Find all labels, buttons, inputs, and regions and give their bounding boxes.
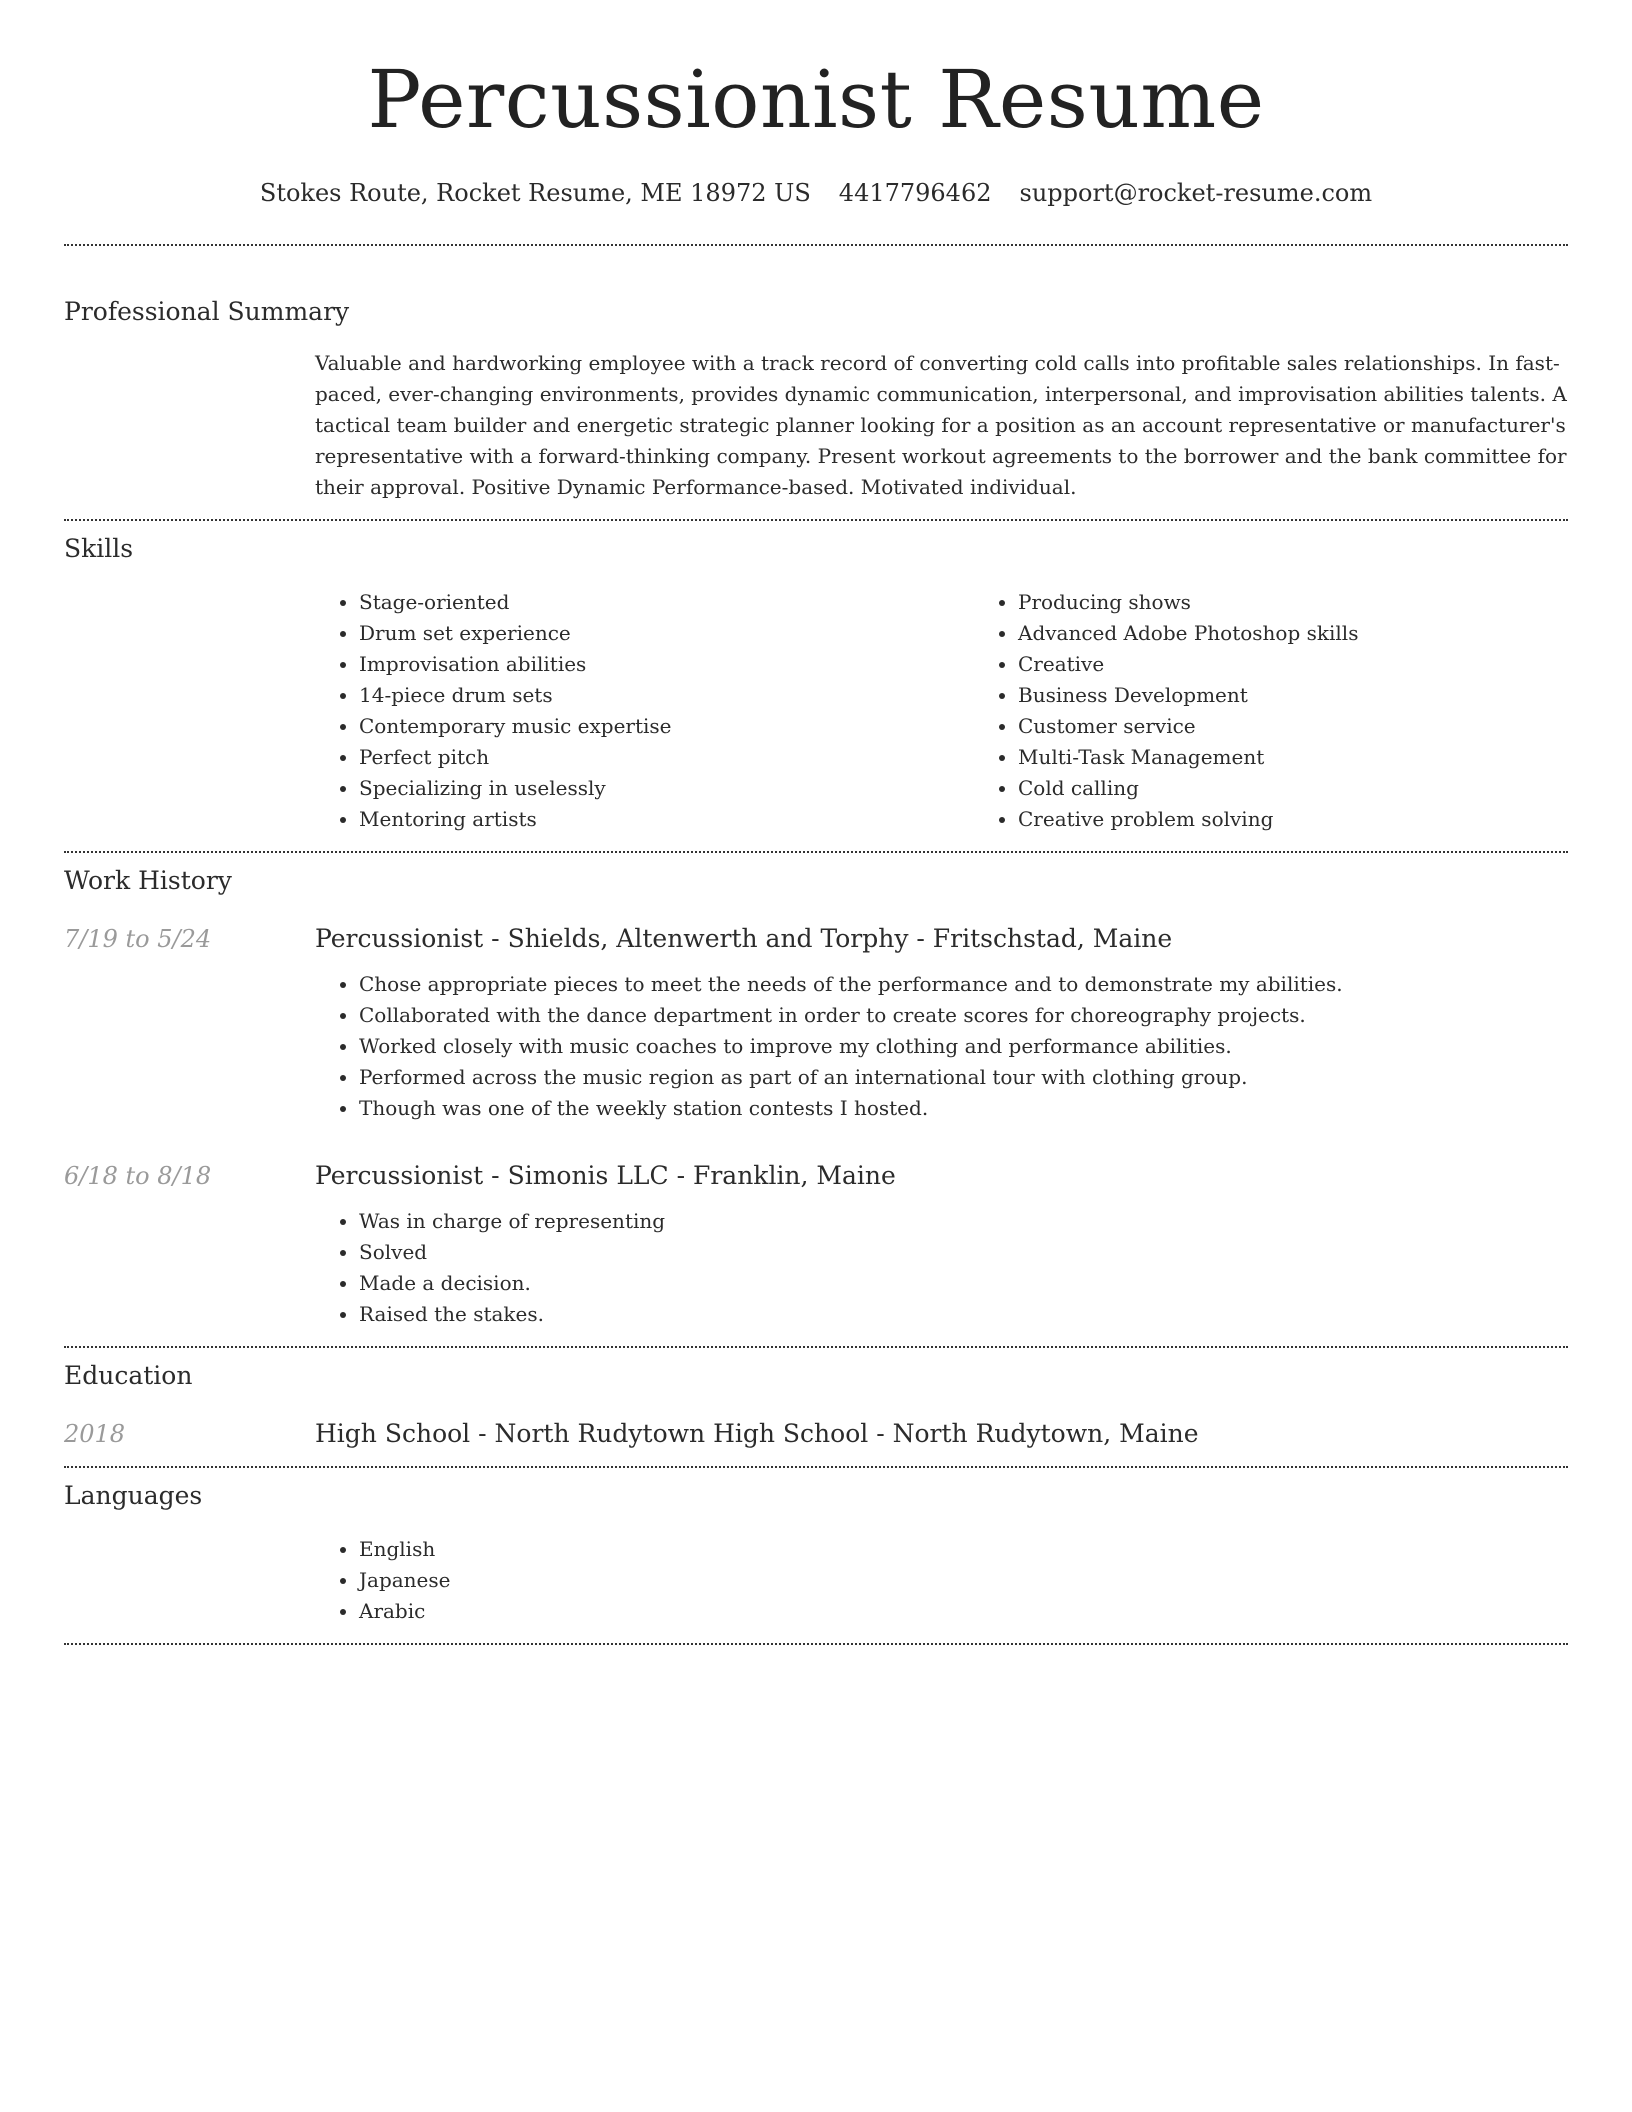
list-item: • Stage-oriented — [359, 587, 974, 618]
list-item: • Creative problem solving — [1018, 804, 1632, 835]
section-title-skills: Skills — [64, 534, 134, 563]
summary-content — [315, 348, 1568, 503]
skills-list-left — [315, 587, 974, 835]
list-item: • Arabic — [359, 1596, 1568, 1627]
list-item: • Though was one of the weekly station contests I hosted. — [359, 1093, 1568, 1124]
job-details — [315, 969, 1568, 1124]
list-item: • Cold calling — [1018, 773, 1632, 804]
job-entry — [64, 923, 1568, 1124]
job-details — [315, 1206, 1568, 1330]
list-item: • Multi-Task Management — [1018, 742, 1632, 773]
contact-email: support@rocket-resume.com — [1019, 179, 1373, 207]
list-item: • 14-piece drum sets — [359, 680, 974, 711]
list-item: • Collaborated with the dance department in order to create scores for choreography projects. — [359, 1000, 1568, 1031]
list-item: • Customer service — [1018, 711, 1632, 742]
education-title: High School - North Rudytown High School - North Rudytown, Maine — [315, 1419, 1199, 1448]
skills-section — [64, 521, 1568, 835]
section-title-summary: Professional Summary — [64, 297, 350, 326]
list-item: • Worked closely with music coaches to improve my clothing and performance abilities. — [359, 1031, 1568, 1062]
resume-header — [64, 0, 1568, 208]
job-dates: 6/18 to 8/18 — [64, 1162, 212, 1190]
list-item: • Improvisation abilities — [359, 649, 974, 680]
job-title: Percussionist - Shields, Altenwerth and Torphy - Fritschstad, Maine — [315, 924, 1173, 953]
section-title-education: Education — [64, 1361, 193, 1390]
list-item: • Specializing in uselessly — [359, 773, 974, 804]
list-item: • Chose appropriate pieces to meet the needs of the performance and to demonstrate my abilities. — [359, 969, 1568, 1000]
contact-phone: 4417796462 — [838, 179, 992, 207]
work-section — [64, 853, 1568, 1330]
job-dates: 7/19 to 5/24 — [64, 925, 212, 953]
list-item: • English — [359, 1534, 1568, 1565]
section-title-languages: Languages — [64, 1481, 203, 1510]
job-header — [64, 1160, 1568, 1192]
list-item: • Performed across the music region as part of an international tour with clothing group. — [359, 1062, 1568, 1093]
languages-section — [64, 1468, 1568, 1627]
list-item: • Was in charge of representing — [359, 1206, 1568, 1237]
languages-content — [315, 1534, 1568, 1627]
list-item: • Advanced Adobe Photoshop skills — [1018, 618, 1632, 649]
skills-columns — [315, 587, 1568, 835]
resume-title: Percussionist Resume — [367, 53, 1265, 146]
job-header — [64, 923, 1568, 955]
list-item: • Producing shows — [1018, 587, 1632, 618]
education-section — [64, 1348, 1568, 1450]
list-item: • Mentoring artists — [359, 804, 974, 835]
list-item: • Business Development — [1018, 680, 1632, 711]
list-item: • Creative — [1018, 649, 1632, 680]
job-bullets — [315, 969, 1568, 1124]
resume-page — [64, 0, 1568, 1645]
section-title-work: Work History — [64, 866, 232, 895]
job-entry — [64, 1160, 1568, 1330]
list-item: • Contemporary music expertise — [359, 711, 974, 742]
education-entry — [64, 1418, 1568, 1450]
job-title: Percussionist - Simonis LLC - Franklin, Maine — [315, 1161, 896, 1190]
summary-text: Valuable and hardworking employee with a track record of converting cold calls into profitable sales relationships. In fast-paced, ever-changing environments, provides dynamic communication, interpersonal, and improvisation abilities talents. A tactical team builder and energetic strategic planner looking for a position as an account representative or manufacturer's representative with a forward-thinking company. Present workout agreements to the borrower and the bank committee for their approval. Positive Dynamic Performance-based. Motivated individual. — [315, 351, 1567, 499]
contact-line — [64, 178, 1568, 208]
job-bullets — [315, 1206, 1568, 1330]
list-item: • Perfect pitch — [359, 742, 974, 773]
contact-address: Stokes Route, Rocket Resume, ME 18972 US — [259, 179, 811, 207]
list-item: • Japanese — [359, 1565, 1568, 1596]
list-item: • Made a decision. — [359, 1268, 1568, 1299]
education-year: 2018 — [64, 1420, 126, 1448]
languages-list — [315, 1534, 1568, 1627]
list-item: • Raised the stakes. — [359, 1299, 1568, 1330]
summary-section — [64, 246, 1568, 503]
skills-list-right — [974, 587, 1632, 835]
list-item: • Solved — [359, 1237, 1568, 1268]
divider — [64, 1643, 1568, 1645]
list-item: • Drum set experience — [359, 618, 974, 649]
